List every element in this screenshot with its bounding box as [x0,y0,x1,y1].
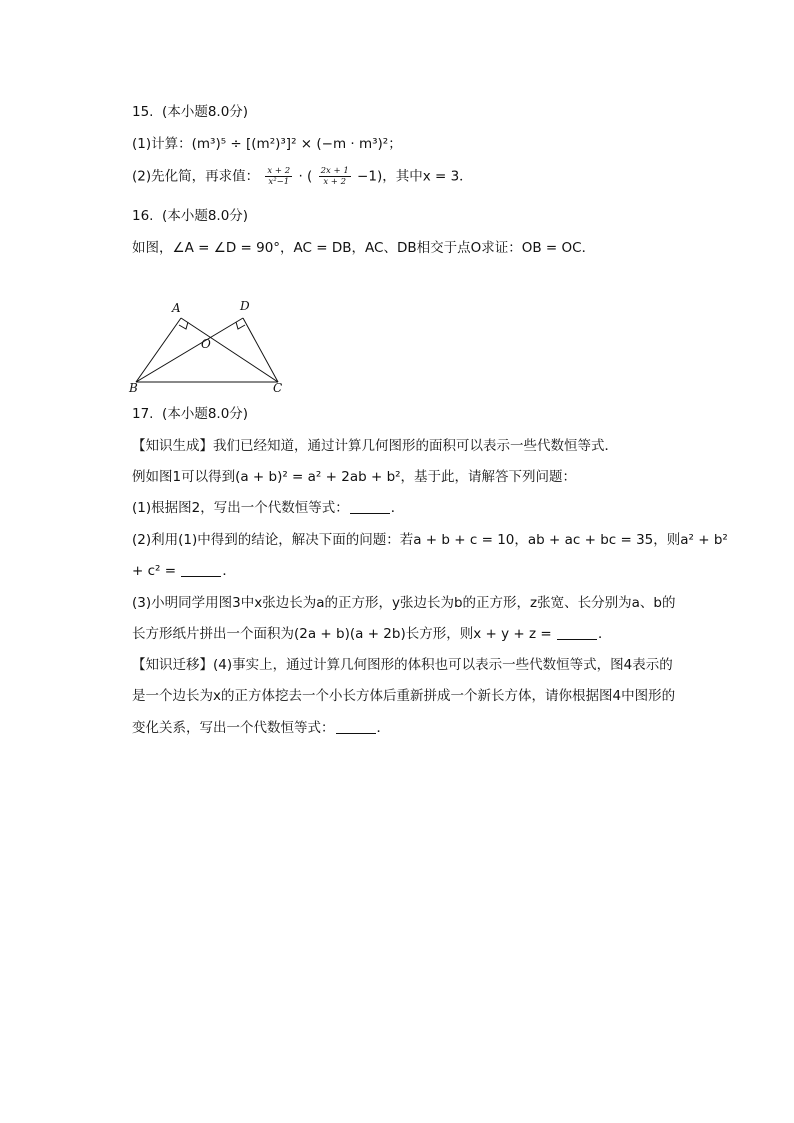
q17-part2-end: ． [222,563,236,579]
label-o: O [201,337,211,351]
q17-header: 17. (本小题8.0分) [132,406,249,422]
label-d: D [240,299,250,313]
q17-part3-line2 [132,625,611,643]
q17-part4-end: ． [376,720,390,736]
q17-part4-line3-text: 变化关系，写出一个代数恒等式： [132,720,335,736]
q15-header: 15. (本小题8.0分) [132,104,249,120]
right-angle-mark-a [179,322,188,329]
q17-part3-line1: (3)小明同学用图3中x张边长为a的正方形，y张边长为b的正方形，z张宽、长分别为a、b的 [132,595,676,611]
q17-part2-cont-text: + c² = [132,563,181,579]
q15-part2-suffix: −1)，其中x = 3． [357,168,473,185]
fraction-1-numerator: x + 2 [267,166,291,176]
q17-part1-text: (1)根据图2，写出一个代数恒等式： [132,500,349,516]
q17-part2-cont [132,562,236,580]
answer-blank-2 [181,563,221,577]
q17-intro: 【知识生成】我们已经知道，通过计算几何图形的面积可以表示一些代数恒等式． [132,438,618,454]
q17-part4-line3 [132,719,390,737]
fraction-2-numerator: 2x + 1 [320,166,349,176]
answer-blank-3 [557,626,597,640]
q15-part2-middle: · ( [298,168,313,185]
q15-part2 [132,166,473,187]
segment-ac [181,318,278,382]
answer-blank-1 [350,500,390,514]
label-c: C [273,381,283,394]
segment-ba [136,318,181,382]
q17-part4-line1: 【知识迁移】(4)事实上，通过计算几何图形的体积也可以表示一些代数恒等式，图4表示的 [132,657,673,673]
right-angle-mark-d [236,322,245,329]
segment-db [136,318,243,382]
q17-part1-end: ． [390,500,405,516]
fraction-1 [265,166,292,187]
answer-blank-4 [336,720,376,734]
q15-part2-prefix: (2)先化简，再求值： [132,168,260,185]
q17-part3-end: ． [597,626,612,642]
q15-part1: (1)计算：(m³)⁵ ÷ [(m²)³]² × (−m · m³)²； [132,136,402,152]
fraction-2-denominator: x + 2 [323,177,347,187]
geometry-figure [126,296,286,394]
q17-example: 例如图1可以得到(a + b)² = a² + 2ab + b²，基于此，请解答下列问题： [132,469,577,485]
label-a: A [172,301,181,315]
q16-text: 如图，∠A = ∠D = 90°，AC = DB，AC、DB相交于点O求证：OB = OC． [132,240,596,256]
label-b: B [129,381,138,394]
q17-part3-line2-text: 长方形纸片拼出一个面积为(2a + b)(a + 2b)长方形，则x + y + z = [132,626,556,642]
segment-cd [243,318,278,382]
q16-header: 16. (本小题8.0分) [132,208,249,224]
fraction-1-denominator: x²−1 [268,177,290,187]
q17-part2: (2)利用(1)中得到的结论，解决下面的问题：若a + b + c = 10，ab + ac + bc = 35，则a² + b² [132,532,728,548]
fraction-2 [319,166,351,187]
q17-part1 [132,499,404,517]
q17-part4-line2: 是一个边长为x的正方体挖去一个小长方体后重新拼成一个新长方体，请你根据图4中图形的 [132,688,676,704]
